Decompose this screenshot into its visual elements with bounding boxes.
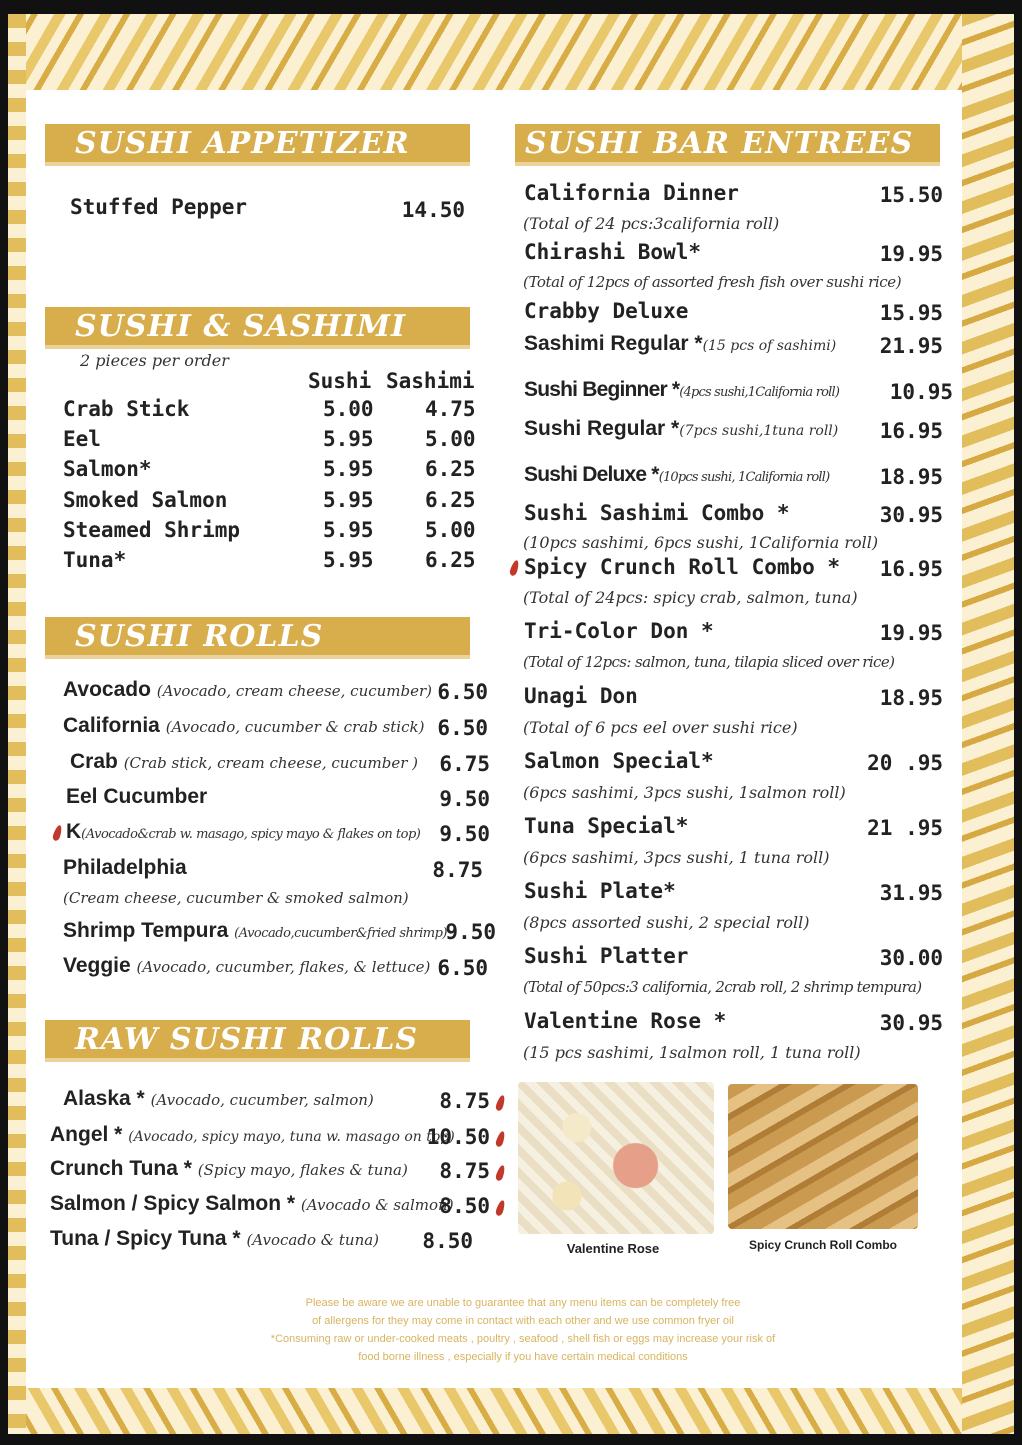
- section-header-rolls: [45, 617, 470, 659]
- photo-caption: Spicy Crunch Roll Combo: [748, 1238, 897, 1252]
- menu-item-price: 19.95: [879, 242, 943, 266]
- menu-item: [63, 919, 447, 943]
- menu-item-name: Shrimp Tempura: [63, 919, 229, 942]
- menu-item-name: Salmon / Spicy Salmon *: [50, 1192, 296, 1215]
- menu-item: [524, 417, 838, 441]
- menu-item-description: (4pcs sushi,1California roll): [679, 385, 840, 400]
- menu-item-name: K: [66, 820, 82, 843]
- menu-item: [524, 463, 829, 487]
- menu-item-price: 18.95: [879, 686, 943, 710]
- menu-item-price: 5.00: [425, 518, 476, 542]
- menu-item-price: 10.95: [889, 380, 953, 404]
- menu-item: [524, 332, 836, 356]
- menu-item: [50, 1157, 408, 1181]
- menu-item: [70, 750, 418, 774]
- menu-item-name: Salmon Special*: [524, 749, 714, 773]
- menu-page: [8, 14, 1014, 1434]
- menu-item-name: Sushi Deluxe *: [524, 463, 659, 486]
- menu-item-price: 10.50: [426, 1125, 490, 1149]
- menu-item-description: (Avocado, cucumber, flakes, & lettuce): [136, 958, 431, 976]
- menu-item-name: Avocado: [63, 678, 151, 701]
- menu-item-description: (Cream cheese, cucumber & smoked salmon): [63, 889, 409, 907]
- menu-item-description: (Crab stick, cream cheese, cucumber ): [123, 754, 418, 772]
- menu-item-description: (Avocado&crab w. masago, spicy mayo & flakes on top): [81, 827, 421, 842]
- menu-item-name: Valentine Rose *: [524, 1009, 727, 1033]
- spicy-crunch-roll-photo: [728, 1084, 918, 1229]
- menu-item-name: Chirashi Bowl*: [524, 240, 702, 264]
- menu-item-price: 16.95: [879, 419, 943, 443]
- menu-item-name: Alaska *: [63, 1087, 145, 1110]
- menu-item-description: (Avocado, cucumber & crab stick): [165, 718, 425, 736]
- menu-item-price: 8.75: [439, 1089, 490, 1113]
- menu-item-price: 18.95: [879, 465, 943, 489]
- menu-item-name: Tuna*: [63, 548, 127, 572]
- menu-item-description: (Avocado, spicy mayo, tuna w. masago on top): [128, 1129, 455, 1145]
- menu-item-price: 5.95: [323, 427, 374, 451]
- menu-item-price: 6.50: [437, 716, 488, 740]
- menu-item: [50, 1123, 455, 1147]
- menu-item-description: (7pcs sushi,1tuna roll): [679, 423, 839, 439]
- menu-item-price: 30.95: [879, 503, 943, 527]
- menu-item-description: (Avocado, cucumber, salmon): [150, 1091, 374, 1109]
- menu-item-price: 9.50: [445, 920, 496, 944]
- menu-item-description: (10pcs sushi, 1California roll): [658, 470, 830, 485]
- menu-item-name: Sushi Regular *: [524, 417, 680, 440]
- menu-item-description: (Total of 6 pcs eel over sushi rice): [523, 718, 798, 737]
- menu-item-name: Tuna Special*: [524, 814, 689, 838]
- menu-item-price: 9.50: [439, 787, 490, 811]
- menu-item-description: (15 pcs of sashimi): [702, 338, 837, 354]
- menu-item-description: (15 pcs sashimi, 1salmon roll, 1 tuna roll): [523, 1043, 861, 1062]
- menu-item-price: 31.95: [879, 881, 943, 905]
- section-title: SUSHI APPETIZER: [75, 126, 410, 161]
- menu-item-name: Crab Stick: [63, 397, 190, 421]
- menu-item-name: Unagi Don: [524, 684, 638, 708]
- menu-item-price: 4.75: [425, 397, 476, 421]
- menu-item-price: 16.95: [879, 557, 943, 581]
- section-header-appetizer: [45, 124, 470, 166]
- menu-item-name: Crab: [70, 750, 118, 773]
- menu-item-price: 19.95: [879, 621, 943, 645]
- menu-item-price: 8.75: [432, 858, 483, 882]
- notice-line: food borne illness , especially if you have certain medical conditions: [358, 1351, 688, 1363]
- menu-item-price: 5.95: [323, 518, 374, 542]
- section-header-raw-rolls: [45, 1020, 470, 1062]
- notice-line: of allergens for they may come in contact with each other and we use common fryer oil: [312, 1315, 734, 1327]
- menu-item-price: 15.95: [879, 301, 943, 325]
- decorative-border-top: [8, 14, 1014, 90]
- menu-item-price: 5.95: [323, 457, 374, 481]
- menu-item-price: 21 .95: [867, 816, 943, 840]
- menu-item-name: Sushi Beginner *: [524, 378, 680, 401]
- menu-item-price: 21.95: [879, 334, 943, 358]
- menu-item-price: 5.00: [323, 397, 374, 421]
- menu-item-price: 6.50: [437, 956, 488, 980]
- menu-item: [63, 954, 430, 978]
- menu-item: [63, 714, 424, 738]
- menu-item-name: Eel Cucumber: [66, 785, 208, 808]
- decorative-border-bottom: [8, 1388, 1014, 1434]
- menu-item-name: California: [63, 714, 160, 737]
- menu-item-description: (Total of 12pcs of assorted fresh fish over sushi rice): [523, 273, 902, 291]
- section-header-entrees: [515, 124, 940, 166]
- menu-item-description: (6pcs sashimi, 3pcs sushi, 1 tuna roll): [523, 848, 830, 867]
- notice-line: Please be aware we are unable to guarantee that any menu items can be completely free: [305, 1297, 741, 1309]
- menu-item-name: Sushi Platter: [524, 944, 689, 968]
- menu-item-description: (8pcs assorted sushi, 2 special roll): [523, 913, 810, 932]
- menu-item: [50, 1192, 454, 1216]
- menu-item-description: (Total of 24pcs: spicy crab, salmon, tuna): [523, 588, 858, 607]
- menu-item-name: Stuffed Pepper: [70, 195, 248, 219]
- allergy-notice: [213, 1294, 833, 1366]
- menu-item-name: Smoked Salmon: [63, 488, 228, 512]
- section-note: 2 pieces per order: [80, 351, 229, 370]
- menu-item-name: Crabby Deluxe: [524, 299, 689, 323]
- menu-item-price: 30.95: [879, 1011, 943, 1035]
- menu-item: [524, 378, 839, 402]
- photo-caption: Valentine Rose: [566, 1241, 660, 1256]
- menu-item-name: Sashimi Regular *: [524, 332, 703, 355]
- valentine-rose-photo: [518, 1082, 714, 1234]
- menu-item-description: (Spicy mayo, flakes & tuna): [197, 1161, 408, 1179]
- menu-item: [63, 856, 187, 880]
- menu-item-description: (Total of 50pcs:3 california, 2crab roll, 2 shrimp tempura): [523, 978, 922, 996]
- menu-item-price: 8.75: [439, 1159, 490, 1183]
- menu-item: [66, 785, 207, 809]
- menu-item-name: Crunch Tuna *: [50, 1157, 192, 1180]
- menu-item-price: 5.00: [425, 427, 476, 451]
- menu-item-price: 15.50: [879, 183, 943, 207]
- menu-item-description: (Avocado & tuna): [246, 1231, 380, 1249]
- section-title: SUSHI & SASHIMI: [75, 309, 407, 344]
- menu-item-price: 30.00: [879, 946, 943, 970]
- menu-item-price: 6.25: [425, 457, 476, 481]
- menu-item-name: Angel *: [50, 1123, 123, 1146]
- menu-item: [50, 1227, 379, 1251]
- section-title: SUSHI ROLLS: [75, 619, 324, 654]
- menu-item-name: Sushi Sashimi Combo *: [524, 501, 790, 525]
- column-header-sushi: Sushi: [308, 369, 372, 393]
- section-header-sashimi: [45, 307, 470, 349]
- menu-item-name: Salmon*: [63, 457, 152, 481]
- menu-item-price: 6.75: [439, 752, 490, 776]
- menu-item: [66, 820, 420, 844]
- menu-item-price: 5.95: [323, 548, 374, 572]
- menu-item-price: 6.25: [425, 548, 476, 572]
- menu-item-description: (Total of 24 pcs:3california roll): [523, 214, 780, 233]
- menu-item: [63, 678, 432, 702]
- menu-item-price: 8.50: [439, 1194, 490, 1218]
- menu-item-price: 5.95: [323, 488, 374, 512]
- menu-item-name: Veggie: [63, 954, 131, 977]
- menu-item-price: 14.50: [401, 198, 465, 222]
- menu-item-name: Tuna / Spicy Tuna *: [50, 1227, 241, 1250]
- menu-item-name: Spicy Crunch Roll Combo *: [524, 555, 841, 579]
- menu-item-name: California Dinner: [524, 181, 739, 205]
- menu-item-name: Sushi Plate*: [524, 879, 676, 903]
- menu-item-description: (Avocado & salmon): [300, 1196, 454, 1214]
- menu-item-description: (Total of 12pcs: salmon, tuna, tilapia sliced over rice): [523, 653, 895, 671]
- menu-item-description: (Avocado,cucumber&fried shrimp): [234, 926, 447, 941]
- menu-item-name: Tri-Color Don *: [524, 619, 714, 643]
- section-title: SUSHI BAR ENTREES: [525, 126, 914, 161]
- menu-item-description: (Avocado, cream cheese, cucumber): [156, 682, 433, 700]
- section-title: RAW SUSHI ROLLS: [75, 1022, 419, 1057]
- menu-item: [63, 1087, 374, 1111]
- notice-line: *Consuming raw or under-cooked meats , poultry , seafood , shell fish or eggs may increase your risk of: [270, 1333, 776, 1345]
- column-header-sashimi: Sashimi: [386, 369, 475, 393]
- menu-item-name: Steamed Shrimp: [63, 518, 241, 542]
- decorative-border-right: [962, 14, 1014, 1434]
- menu-item-name: Eel: [63, 427, 101, 451]
- menu-item-price: 20 .95: [867, 751, 943, 775]
- menu-item-name: Philadelphia: [63, 856, 187, 879]
- menu-item-price: 9.50: [439, 822, 490, 846]
- menu-item-description: (10pcs sashimi, 6pcs sushi, 1California roll): [523, 533, 879, 552]
- menu-item-price: 6.25: [425, 488, 476, 512]
- menu-item-price: 6.50: [437, 680, 488, 704]
- menu-item-price: 8.50: [422, 1229, 473, 1253]
- decorative-border-left: [8, 14, 26, 1434]
- menu-item-description: (6pcs sashimi, 3pcs sushi, 1salmon roll): [523, 783, 846, 802]
